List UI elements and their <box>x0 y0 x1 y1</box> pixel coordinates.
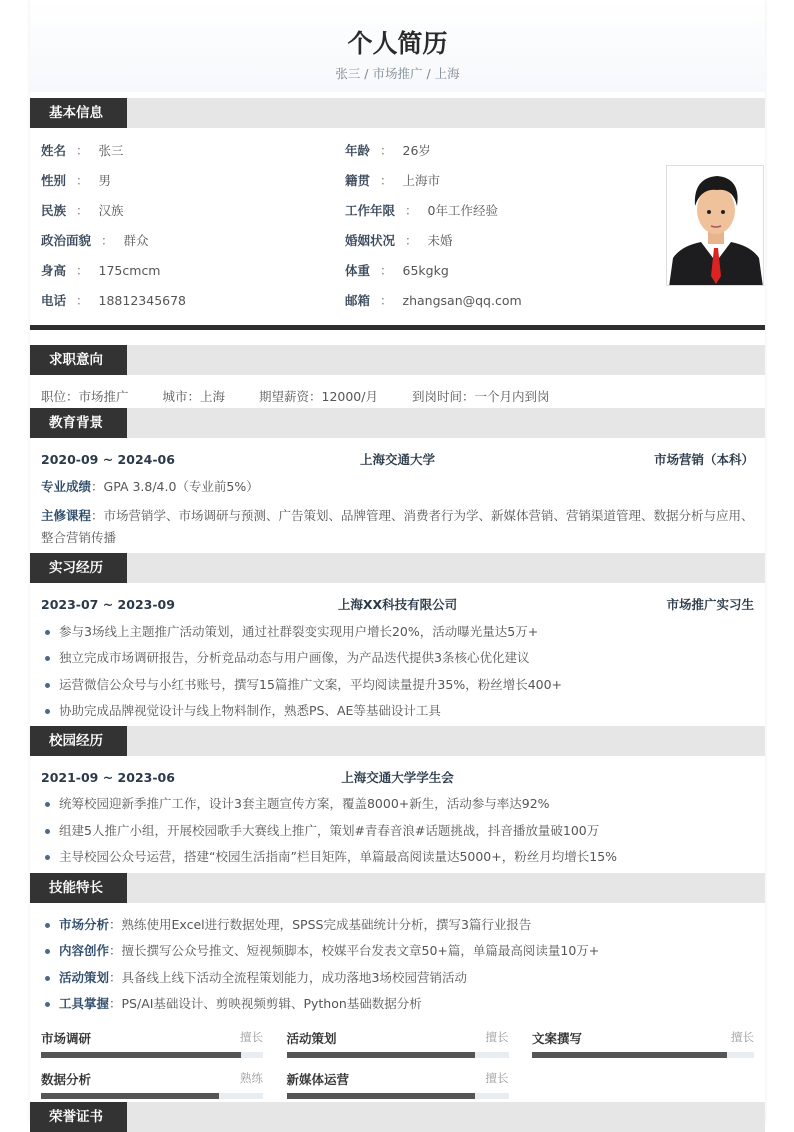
section-header-basic <box>30 98 765 128</box>
skill-level-label: 擅长 <box>485 1030 509 1044</box>
skill-level <box>532 1029 754 1069</box>
bullet-item <box>41 821 754 841</box>
info-label: 电话 <box>41 293 67 308</box>
info-field <box>41 201 124 221</box>
section-header-honors <box>30 1102 765 1132</box>
info-colon: ： <box>380 173 393 188</box>
info-field <box>345 171 440 191</box>
section-header-skills <box>30 873 765 903</box>
education-row <box>41 450 754 470</box>
intent-city: 城市：上海 <box>162 389 226 404</box>
skill-level-name: 数据分析 <box>41 1072 92 1087</box>
info-field <box>345 261 449 281</box>
info-label: 体重 <box>345 263 371 278</box>
bullet-text: 独立完成市场调研报告，分析竞品动态与用户画像，为产品迭代提供3条核心优化建议 <box>59 650 530 666</box>
info-field <box>41 141 124 161</box>
skill-item <box>41 915 754 935</box>
resume-header <box>30 0 765 92</box>
info-field <box>345 291 522 311</box>
info-label: 年龄 <box>345 143 371 158</box>
skill-text: ：擅长撰写公众号推文、短视频脚本，校媒平台发表文章50+篇，单篇最高阅读量10万+ <box>109 943 600 959</box>
page-title: 个人简历 <box>347 29 448 58</box>
skill-label: 市场分析 <box>59 917 110 932</box>
skill-progress-fill <box>41 1093 219 1099</box>
divider <box>30 325 765 330</box>
skill-level-label: 擅长 <box>731 1030 754 1044</box>
info-colon: ： <box>380 143 393 158</box>
profile-photo <box>666 165 764 286</box>
info-colon: ： <box>405 233 418 248</box>
info-field <box>41 261 161 281</box>
skill-level-label: 擅长 <box>240 1030 263 1044</box>
skill-progress-bar <box>41 1052 263 1058</box>
section-title: 基本信息 <box>30 98 127 128</box>
info-colon: ： <box>380 293 393 308</box>
info-field <box>345 231 453 251</box>
info-label: 身高 <box>41 263 67 278</box>
info-value: zhangsan@qq.com <box>402 293 522 308</box>
info-value: 18812345678 <box>98 293 187 308</box>
courses-label: 主修课程 <box>41 508 92 523</box>
bullet-text: 组建5人推广小组，开展校园歌手大赛线上推广，策划#青春音浪#话题挑战，抖音播放量破100万 <box>59 822 600 838</box>
internship-date: 2023-07 ~ 2023-09 <box>41 597 175 612</box>
info-label: 姓名 <box>41 143 67 158</box>
skill-progress-fill <box>532 1052 727 1058</box>
bullet-text: 主导校园公众号运营，搭建“校园生活指南”栏目矩阵，单篇最高阅读量达5000+，粉丝月均增长15% <box>59 849 618 864</box>
info-colon: ： <box>76 293 89 308</box>
info-label: 籍贯 <box>345 173 371 188</box>
info-colon: ： <box>76 173 89 188</box>
skill-level-label: 擅长 <box>485 1071 509 1085</box>
education-major: 市场营销（本科） <box>653 452 754 467</box>
info-value: 张三 <box>98 143 124 158</box>
skill-level <box>287 1029 509 1069</box>
section-header-campus <box>30 726 765 756</box>
skill-level-name: 活动策划 <box>286 1031 337 1046</box>
skill-progress-bar <box>532 1052 754 1058</box>
section-title: 教育背景 <box>30 408 127 438</box>
skill-label: 活动策划 <box>59 969 110 985</box>
bullet-text: 统筹校园迎新季推广工作，设计3套主题宣传方案，覆盖8000+新生，活动参与率达92% <box>59 796 550 811</box>
campus-row <box>41 768 754 788</box>
skill-progress-fill <box>287 1093 476 1099</box>
info-value: 175cmcm <box>98 263 161 278</box>
intent-position: 职位：市场推广 <box>41 389 129 404</box>
info-value: 汉族 <box>98 203 124 218</box>
info-value: 未婚 <box>427 233 453 248</box>
bullet-text: 参与3场线上主题推广活动策划，通过社群裂变实现用户增长20%，活动曝光量达5万+ <box>59 624 539 639</box>
skill-level <box>41 1029 263 1069</box>
skill-text: ：熟练使用Excel进行数据处理，SPSS完成基础统计分析，撰写3篇行业报告 <box>109 917 532 932</box>
section-header-intent <box>30 345 765 375</box>
skill-progress-bar <box>41 1093 263 1099</box>
info-value: 65kgkg <box>402 263 449 278</box>
section-title: 求职意向 <box>30 345 127 375</box>
info-label: 性别 <box>41 173 67 188</box>
section-header-education <box>30 408 765 438</box>
education-courses <box>41 505 754 549</box>
skill-level-name: 新媒体运营 <box>286 1072 350 1087</box>
bullet-item <box>41 648 754 668</box>
skill-label: 内容创作 <box>59 943 110 959</box>
skill-level-name: 市场调研 <box>41 1031 92 1046</box>
skill-label: 工具掌握 <box>59 995 110 1011</box>
skill-progress-bar <box>287 1052 509 1058</box>
bullet-item <box>41 701 754 721</box>
info-field <box>345 141 431 161</box>
resume-page <box>30 0 765 1123</box>
skill-progress-fill <box>41 1052 241 1058</box>
intent-availability: 到岗时间：一个月内到岗 <box>411 389 550 404</box>
bullet-text: 协助完成品牌视觉设计与线上物料制作，熟悉PS、AE等基础设计工具 <box>59 702 441 718</box>
bullet-item <box>41 675 754 695</box>
info-label: 政治面貌 <box>41 233 92 248</box>
info-colon: ： <box>76 143 89 158</box>
info-colon: ： <box>76 203 89 218</box>
internship-row <box>41 595 754 615</box>
job-intent-row <box>41 387 549 407</box>
info-colon: ： <box>76 263 89 278</box>
info-field <box>345 201 498 221</box>
info-value: 上海市 <box>402 173 441 188</box>
skill-level-name: 文案撰写 <box>532 1031 583 1046</box>
skill-level-label: 熟练 <box>240 1071 263 1085</box>
info-value: 0年工作经验 <box>427 203 498 218</box>
internship-role: 市场推广实习生 <box>666 597 754 612</box>
skill-text: ：具备线上线下活动全流程策划能力，成功落地3场校园营销活动 <box>109 969 467 985</box>
education-date: 2020-09 ~ 2024-06 <box>41 452 175 467</box>
skill-text: ：PS/AI基础设计、剪映视频剪辑、Python基础数据分析 <box>109 995 422 1011</box>
courses-value: ：市场营销学、市场调研与预测、广告策划、品牌管理、消费者行为学、新媒体营销、营销渠道管理、数据分析与应用、整合营销传播 <box>41 508 754 545</box>
info-field <box>41 171 111 191</box>
info-value: 26岁 <box>402 143 431 158</box>
info-label: 民族 <box>41 203 67 218</box>
campus-date: 2021-09 ~ 2023-06 <box>41 770 175 785</box>
gpa-label: 专业成绩 <box>41 479 92 494</box>
section-title: 荣誉证书 <box>30 1102 127 1132</box>
section-title: 技能特长 <box>30 873 127 903</box>
info-label: 工作年限 <box>345 203 396 218</box>
bullet-text: 运营微信公众号与小红书账号，撰写15篇推广文案，平均阅读量提升35%，粉丝增长400+ <box>59 676 563 692</box>
bullet-item <box>41 622 754 642</box>
info-colon: ： <box>405 203 418 218</box>
skill-progress-bar <box>287 1093 509 1099</box>
info-field <box>41 291 186 311</box>
info-colon: ： <box>101 233 114 248</box>
gpa-value: ：GPA 3.8/4.0（专业前5%） <box>91 479 259 494</box>
intent-salary: 期望薪资：12000/月 <box>259 389 378 404</box>
info-value: 男 <box>98 173 112 188</box>
education-school: 上海交通大学 <box>359 452 435 467</box>
skill-progress-fill <box>287 1052 476 1058</box>
skill-item <box>41 994 754 1014</box>
info-value: 群众 <box>123 233 149 248</box>
section-header-internship <box>30 553 765 583</box>
internship-company: 上海XX科技有限公司 <box>337 597 458 612</box>
bullet-item <box>41 794 754 814</box>
bullet-item <box>41 847 754 867</box>
section-title: 校园经历 <box>30 726 127 756</box>
info-field <box>41 231 149 251</box>
info-label: 邮箱 <box>345 293 371 308</box>
page-subtitle: 张三 / 市场推广 / 上海 <box>335 66 460 81</box>
campus-org: 上海交通大学学生会 <box>341 770 454 785</box>
education-gpa <box>41 477 259 497</box>
section-title: 实习经历 <box>30 553 127 583</box>
skill-item <box>41 968 754 988</box>
info-label: 婚姻状况 <box>345 233 396 248</box>
skill-item <box>41 941 754 961</box>
info-colon: ： <box>380 263 393 278</box>
